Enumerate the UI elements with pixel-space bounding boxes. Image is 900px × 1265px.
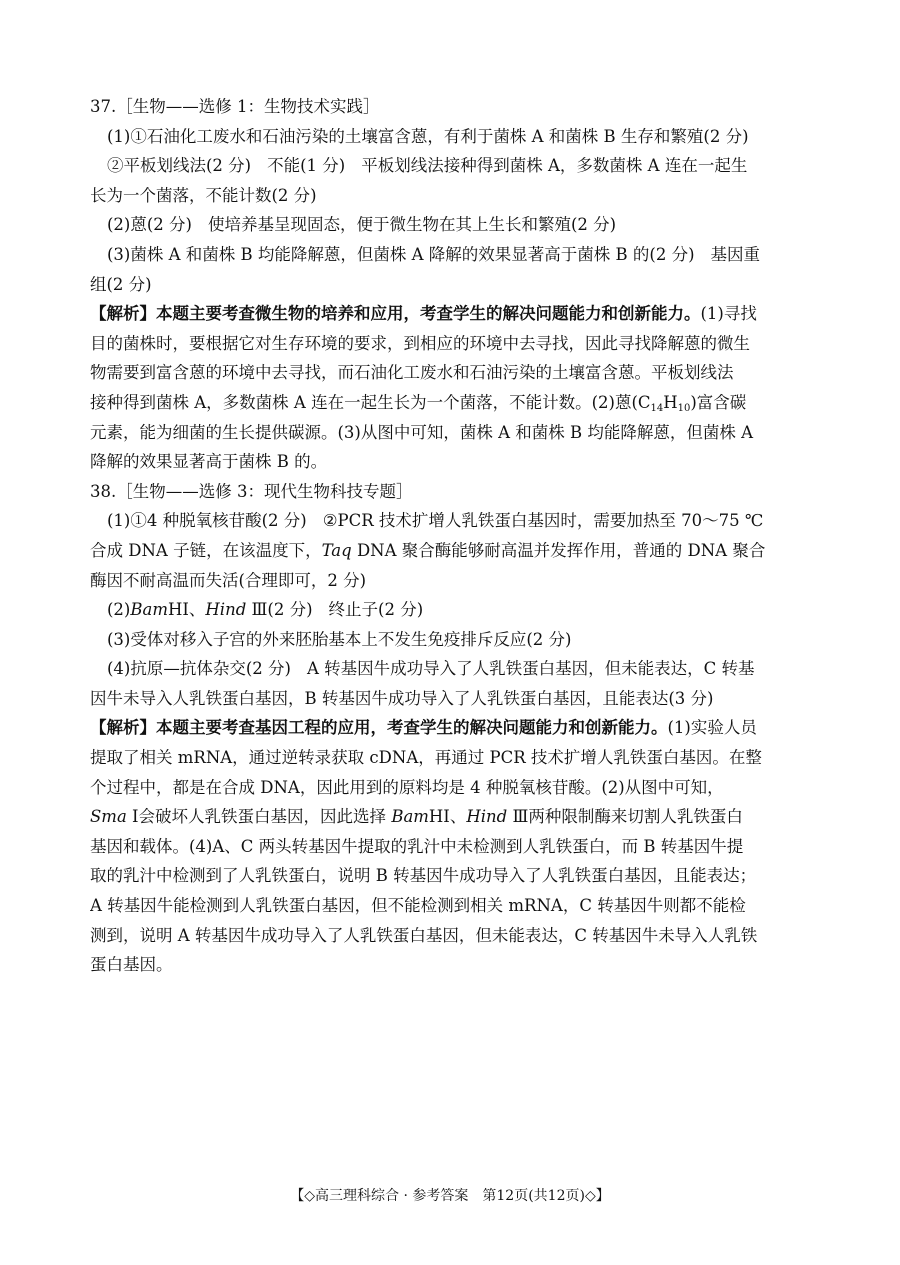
q37-analysis-label: 【解析】本题主要考查微生物的培养和应用，考查学生的解决问题能力和创新能力。	[90, 304, 701, 324]
q38-answer-line: (2)BamHⅠ、Hind Ⅲ(2 分) 终止子(2 分)	[107, 600, 424, 620]
q37-analysis-line: 接种得到菌株 A，多数菌株 A 连在一起生长为一个菌落，不能计数。(2)蒽$(C_{14}H_{10})$富含碳	[90, 392, 747, 414]
q38-analysis-line: 【解析】本题主要考查基因工程的应用，考查学生的解决问题能力和创新能力。(1)实验人员	[90, 718, 757, 738]
q38-answer-line: 合成 DNA 子链，在该温度下，Taq DNA 聚合酶能够耐高温并发挥作用，普通的 DNA 聚合	[90, 540, 766, 560]
q37-answer-line: (2)蒽(2 分) 使培养基呈现固态，便于微生物在其上生长和繁殖(2 分)	[107, 215, 617, 235]
q38-answer-line: 酶因不耐高温而失活(合理即可，2 分)	[90, 570, 367, 590]
q38-analysis-line: 个过程中，都是在合成 DNA，因此用到的原料均是 4 种脱氧核苷酸。(2)从图中可知，	[90, 777, 724, 797]
q38-analysis-line: 基因和载体。(4)A、C 两头转基因牛提取的乳汁中未检测到人乳铁蛋白，而 B 转基因牛提	[90, 836, 744, 856]
q37-analysis-line: 【解析】本题主要考查微生物的培养和应用，考查学生的解决问题能力和创新能力。(1)寻找	[90, 304, 757, 324]
q37-analysis-line: 目的菌株时，要根据它对生存环境的要求，到相应的环境中去寻找，因此寻找降解蒽的微生	[90, 333, 750, 353]
q37-header: 37.［生物——选修 1：生物技术实践］	[90, 97, 380, 116]
answer-content	[90, 92, 820, 980]
q38-analysis-line: 测到，说明 A 转基因牛成功导入了人乳铁蛋白基因，但未能表达，C 转基因牛未导入人乳铁	[90, 925, 758, 945]
q37-analysis-line: 降解的效果显著高于菌株 B 的。	[90, 452, 328, 472]
q37-answer-line: (1)①石油化工废水和石油污染的土壤富含蒽，有利于菌株 A 和菌株 B 生存和繁殖(2 分)	[107, 126, 749, 146]
q38-answer-line: (1)①4 种脱氧核苷酸(2 分) ②PCR 技术扩增人乳铁蛋白基因时，需要加热至 70～75 ℃	[107, 511, 764, 531]
q37-answer-line: 长为一个菌落，不能计数(2 分)	[90, 185, 317, 205]
q38-answer-line: 因牛未导入人乳铁蛋白基因，B 转基因牛成功导入了人乳铁蛋白基因，且能表达(3 分)	[90, 688, 714, 708]
q37-analysis-line: 元素，能为细菌的生长提供碳源。(3)从图中可知，菌株 A 和菌株 B 均能降解蒽，但菌株 A	[90, 422, 754, 442]
page-footer: 【◇高三理科综合 · 参考答案 第12页(共12页)◇】	[290, 1188, 610, 1204]
q38-analysis-line: 取的乳汁中检测到了人乳铁蛋白，说明 B 转基因牛成功导入了人乳铁蛋白基因，且能表达；	[90, 866, 757, 886]
q37-answer-line: ②平板划线法(2 分) 不能(1 分) 平板划线法接种得到菌株 A，多数菌株 A 连在一起生	[107, 156, 748, 176]
q38-analysis-label: 【解析】本题主要考查基因工程的应用，考查学生的解决问题能力和创新能力。	[90, 718, 668, 738]
q38-analysis-line: 蛋白基因。	[90, 955, 173, 975]
q37-answer-line: 组(2 分)	[90, 274, 152, 294]
q37-analysis-line: 物需要到富含蒽的环境中去寻找，而石油化工废水和石油污染的土壤富含蒽。平板划线法	[90, 363, 734, 383]
q38-header: 38.［生物——选修 3：现代生物科技专题］	[90, 481, 413, 501]
q38-answer-line: (3)受体对移入子宫的外来胚胎基本上不发生免疫排斥反应(2 分)	[107, 629, 572, 649]
q38-analysis-line: 提取了相关 mRNA，通过逆转录获取 cDNA，再通过 PCR 技术扩增人乳铁蛋白基因。在整	[90, 748, 762, 768]
q38-analysis-line: A 转基因牛能检测到人乳铁蛋白基因，但不能检测到相关 mRNA，C 转基因牛则都不能检	[90, 896, 746, 916]
q38-answer-line: (4)抗原—抗体杂交(2 分) A 转基因牛成功导入了人乳铁蛋白基因，但未能表达，C 转基	[107, 659, 755, 679]
q37-answer-line: (3)菌株 A 和菌株 B 均能降解蒽，但菌株 A 降解的效果显著高于菌株 B 的(2 分) 基因重	[107, 244, 761, 264]
q38-analysis-line: Sma Ⅰ会破坏人乳铁蛋白基因，因此选择 BamHⅠ、Hind Ⅲ两种限制酶来切割人乳铁蛋白	[90, 807, 743, 827]
